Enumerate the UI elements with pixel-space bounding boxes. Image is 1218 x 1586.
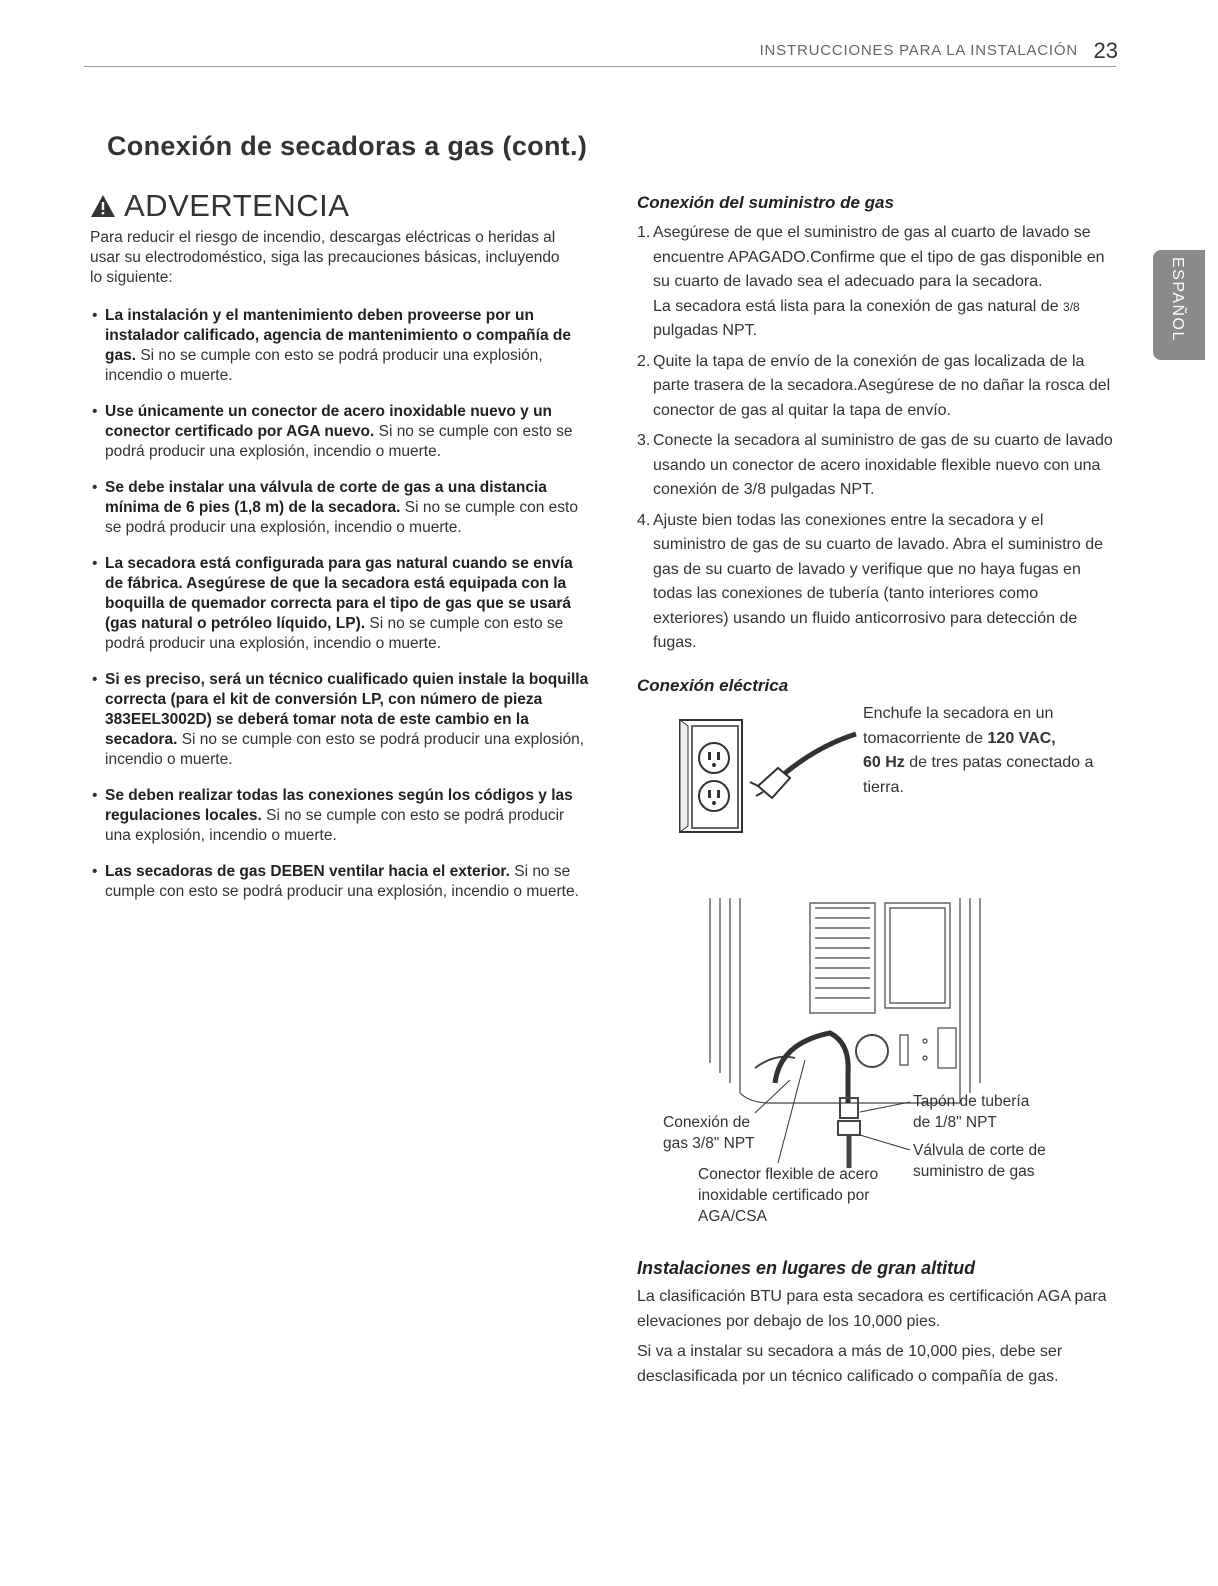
electrical-heading: Conexión eléctrica bbox=[637, 676, 789, 695]
page-number: 23 bbox=[1093, 38, 1118, 63]
warning-item-bold: Se deben realizar todas las conexiones según los códigos y las regulaciones locales. bbox=[105, 787, 573, 824]
label-line: suministro de gas bbox=[913, 1163, 1035, 1180]
step-text: Quite la tapa de envío de la conexión de gas localizada de la parte trasera de la secadora.Asegúrese de no dañar la rosca del conector de gas al quitar la tapa de envío. bbox=[653, 352, 1111, 419]
elec-text-b: de tres patas conectado a tierra. bbox=[863, 754, 1094, 796]
warning-item-bold: Si es preciso, será un técnico cualificado quien instale la boquilla correcta (para el kit de conversión LP, con número de pieza 383EEL3002D) se deberá tomar nota de este cambio en la secadora. bbox=[105, 671, 589, 748]
warning-item-text: Si no se cumple con esto se podrá producir una explosión, incendio o muerte. bbox=[105, 615, 564, 652]
label-line: de 1/8" NPT bbox=[913, 1114, 997, 1131]
bullet: • bbox=[92, 863, 98, 880]
altitude-paragraph-2: Si va a instalar su secadora a más de 10,000 pies, debe ser desclasificada por un técnico calificado o compañía de gas. bbox=[637, 1343, 1063, 1385]
step-number: 1. bbox=[637, 224, 651, 241]
gas-supply-section bbox=[637, 193, 1117, 662]
warning-item-bold: Se debe instalar una válvula de corte de gas a una distancia mínima de 6 pies (1,8 m) de la secadora. bbox=[105, 479, 547, 516]
warning-item bbox=[92, 786, 592, 846]
warning-item-text: Si no se cumple con esto se podrá producir una explosión, incendio o muerte. bbox=[105, 863, 579, 900]
label-pipe-plug bbox=[913, 1091, 1029, 1133]
step-text-2: La secadora está lista para la conexión de gas natural de bbox=[653, 297, 1064, 315]
label-flex-connector bbox=[698, 1164, 878, 1227]
altitude-heading: Instalaciones en lugares de gran altitud bbox=[637, 1258, 976, 1278]
warning-intro: Para reducir el riesgo de incendio, descargas eléctricas o heridas al usar su electrodoméstico, siga las precauciones básicas, incluyendo lo siguiente: bbox=[90, 229, 560, 286]
warning-item-bold: La secadora está configurada para gas natural cuando se envía de fábrica. Asegúrese de que la secadora está equipada con la boquilla de quemador correcta para el tipo de gas que se usará (gas natural o petróleo líquido, LP). bbox=[105, 555, 573, 632]
step-fraction: 3/8 bbox=[1063, 299, 1080, 314]
warning-item bbox=[92, 478, 592, 538]
label-line: Tapón de tubería bbox=[913, 1093, 1030, 1110]
warning-item-bold: Use únicamente un conector de acero inoxidable nuevo y un conector certificado por AGA nuevo. bbox=[105, 403, 553, 440]
warning-item-bold: Las secadoras de gas DEBEN ventilar hacia el exterior. bbox=[105, 863, 510, 880]
step-number: 2. bbox=[637, 352, 651, 370]
warning-item bbox=[92, 402, 592, 462]
gas-supply-steps bbox=[637, 221, 1117, 656]
outlet-plug-illustration bbox=[678, 716, 858, 836]
step-text-3: pulgadas NPT. bbox=[653, 322, 758, 339]
altitude-section bbox=[637, 1258, 1117, 1389]
header-rule bbox=[84, 66, 1116, 67]
electrical-text bbox=[863, 702, 1103, 800]
gas-step bbox=[637, 350, 1117, 424]
bullet: • bbox=[92, 555, 98, 572]
label-line: Válvula de corte de bbox=[913, 1142, 1046, 1159]
label-gas-connection bbox=[663, 1112, 755, 1154]
label-line: gas 3/8" NPT bbox=[663, 1135, 755, 1152]
step-text: Asegúrese de que el suministro de gas al cuarto de lavado se encuentre APAGADO.Confirme que el tipo de gas disponible en su cuarto de lavado sea el adecuado para la secadora. bbox=[653, 224, 1105, 290]
bullet: • bbox=[92, 787, 98, 804]
warning-item-text: Si no se cumple con esto se podrá producir una explosión, incendio o muerte. bbox=[105, 807, 565, 844]
step-text: Ajuste bien todas las conexiones entre la secadora y el suministro de gas de su cuarto de lavado. Abra el suministro de gas de su cuarto de lavado y verifique que no haya fugas en todas las conexiones de tubería (tanto interiores como exteriores) usando un fluido anticorrosivo para detección de fugas. bbox=[653, 511, 1104, 651]
label-line: Conector flexible de acero bbox=[698, 1166, 879, 1183]
warning-item bbox=[92, 670, 592, 770]
step-number: 3. bbox=[637, 432, 651, 449]
warning-triangle-icon bbox=[90, 194, 116, 218]
bullet: • bbox=[92, 671, 98, 688]
warning-list bbox=[92, 306, 592, 918]
gas-step bbox=[637, 429, 1117, 503]
language-tab-label: ESPAÑOL bbox=[1169, 257, 1186, 342]
elec-frequency: 60 Hz bbox=[863, 754, 905, 771]
warning-item bbox=[92, 862, 592, 902]
warning-item-text: Si no se cumple con esto se podrá producir una explosión, incendio o muerte. bbox=[105, 731, 585, 768]
label-shutoff-valve bbox=[913, 1140, 1046, 1182]
bullet: • bbox=[92, 403, 98, 420]
step-text: Conecte la secadora al suministro de gas de su cuarto de lavado usando un conector de acero inoxidable flexible nuevo con una conexión de 3/8 pulgadas NPT. bbox=[653, 432, 1113, 498]
gas-step bbox=[637, 509, 1117, 656]
elec-text-a: Enchufe la secadora en un tomacorriente de bbox=[863, 705, 1054, 747]
label-line: Conexión de bbox=[663, 1114, 751, 1131]
elec-voltage: 120 VAC, bbox=[987, 729, 1056, 747]
warning-title: ADVERTENCIA bbox=[124, 188, 350, 223]
warning-item-text: Si no se cumple con esto se podrá producir una explosión, incendio o muerte. bbox=[105, 347, 543, 384]
gas-step bbox=[637, 221, 1117, 344]
running-head: INSTRUCCIONES PARA LA INSTALACIÓN bbox=[759, 42, 1078, 59]
bullet: • bbox=[92, 307, 98, 324]
section-title: Conexión de secadoras a gas (cont.) bbox=[107, 131, 588, 161]
altitude-paragraph-1: La clasificación BTU para esta secadora es certificación AGA para elevaciones por debajo de los 10,000 pies. bbox=[637, 1288, 1107, 1330]
label-line: inoxidable certificado por bbox=[698, 1187, 870, 1204]
bullet: • bbox=[92, 479, 98, 496]
warning-item bbox=[92, 554, 592, 654]
step-number: 4. bbox=[637, 511, 651, 529]
warning-item-text: Si no se cumple con esto se podrá producir una explosión, incendio o muerte. bbox=[105, 499, 578, 536]
warning-item-text: Si no se cumple con esto se podrá producir una explosión, incendio o muerte. bbox=[105, 423, 573, 460]
warning-item bbox=[92, 306, 592, 386]
gas-supply-heading: Conexión del suministro de gas bbox=[637, 193, 894, 212]
label-line: AGA/CSA bbox=[698, 1208, 767, 1225]
warning-item-bold: La instalación y el mantenimiento deben proveerse por un instalador calificado, agencia de mantenimiento o compañía de gas. bbox=[105, 307, 571, 364]
warning-heading bbox=[90, 188, 349, 224]
